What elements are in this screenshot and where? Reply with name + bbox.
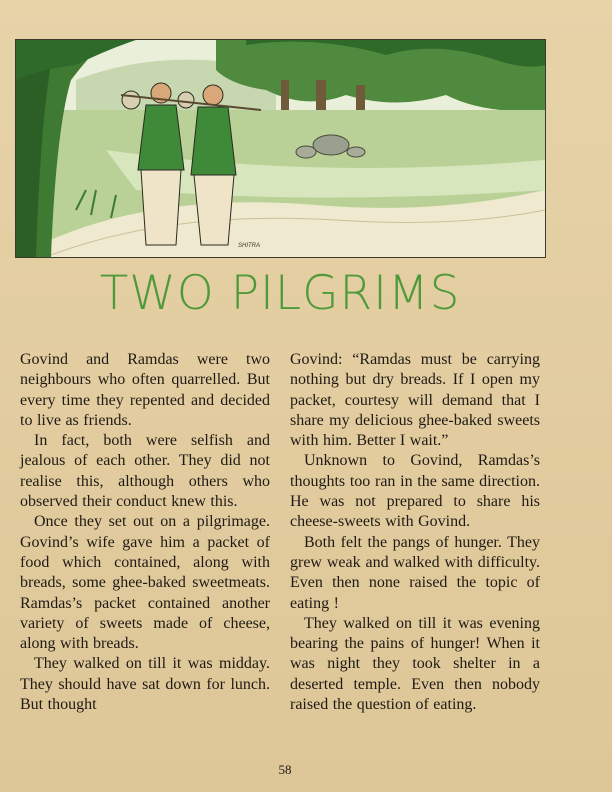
paragraph: They walked on till it was midday. They should have sat down for lunch. But thought <box>20 655 270 714</box>
right-column <box>290 350 540 715</box>
pilgrims-illustration <box>15 39 546 258</box>
left-column <box>20 350 270 715</box>
paragraph: In fact, both were selfish and jealous of each other. They did not realise this, although others who observed their conduct knew this. <box>20 432 270 511</box>
paragraph: Once they set out on a pilgrimage. Govind’s wife gave him a packet of food which contained, along with breads, some ghee-baked sweetmeats. Ramdas’s packet contained another variety of sweets made of cheese, along with breads. <box>20 513 270 653</box>
paragraph: Govind and Ramdas were two neighbours who often quarrelled. But every time they repented and decided to live as friends. <box>20 351 270 429</box>
paragraph: They walked on till it was evening bearing the pains of hunger! When it was night they took shelter in a deserted temple. Even then nobody raised the question of eating. <box>290 614 540 714</box>
paragraph: Govind: “Ramdas must be carrying nothing but dry breads. If I open my packet, courtesy will demand that I share my delicious ghee-baked sweets with him. Better I wait.” <box>290 351 540 450</box>
page-number: 58 <box>278 762 292 777</box>
illustrator-signature: SHITRA <box>237 243 260 249</box>
story-title: TWO PILGRIMS <box>99 266 461 321</box>
paragraph: Both felt the pangs of hunger. They grew weak and walked with difficulty. Even then none raised the topic of eating ! <box>290 533 540 612</box>
paragraph: Unknown to Govind, Ramdas’s thoughts too ran in the same direction. He was not prepared to share his cheese-sweets with Govind. <box>290 452 540 531</box>
